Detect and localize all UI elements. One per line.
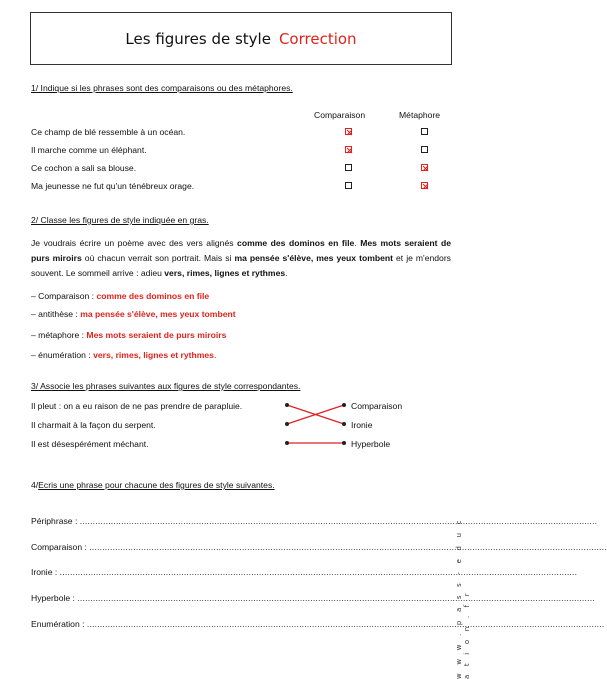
answer-label: – énumération : — [31, 350, 94, 360]
match-dot-right-3[interactable] — [342, 441, 346, 445]
sentence-2: Il marche comme un éléphant. — [31, 145, 147, 155]
match-right-ironie: Ironie — [351, 420, 373, 430]
checkbox-comparaison-3[interactable] — [345, 164, 352, 171]
para-text-5: . — [285, 268, 288, 278]
checkbox-comparaison-4[interactable] — [345, 182, 352, 189]
match-dot-right-1[interactable] — [342, 403, 346, 407]
writing-line-label: Comparaison : — [31, 542, 90, 552]
column-header-comparaison: Comparaison — [314, 110, 366, 120]
writing-line-label: Hyperbole : — [31, 593, 78, 603]
writing-line-enumeration[interactable]: Enumération : ........................................................................................................................................................................................................ — [31, 619, 605, 629]
match-left-2: Il charmait à la façon du serpent. — [31, 420, 156, 430]
answer-comparaison — [31, 291, 209, 301]
correction-label: Correction — [278, 29, 357, 48]
sentence-1: Ce champ de blé ressemble à un océan. — [31, 127, 186, 137]
match-left-1: Il pleut : on a eu raison de ne pas prendre de parapluie. — [31, 401, 243, 411]
writing-line-label: Périphrase : — [31, 516, 80, 526]
writing-line-label: Ironie : — [31, 567, 60, 577]
answer-metaphore — [31, 330, 226, 340]
checkbox-metaphore-1[interactable] — [421, 128, 428, 135]
checkbox-metaphore-3[interactable] — [421, 164, 428, 171]
checkbox-metaphore-4[interactable] — [421, 182, 428, 189]
para-bold-3: ma pensée s'élève, mes yeux tombent — [234, 253, 393, 263]
answer-label: – antithèse : — [31, 309, 81, 319]
column-header-metaphore: Métaphore — [399, 110, 441, 120]
section-2-title: 2/ Classe les figures de style indiquée en gras. — [31, 215, 209, 225]
match-dot-left-2[interactable] — [285, 422, 289, 426]
answer-value: vers, rimes, lignes et rythmes — [93, 350, 214, 360]
answer-value: comme des dominos en file — [96, 291, 210, 301]
section-3-title: 3/ Associe les phrases suivantes aux figures de style correspondantes. — [31, 381, 301, 391]
section-1-title: 1/ Indique si les phrases sont des comparaisons ou des métaphores. — [31, 83, 293, 93]
para-text-4: et je m'endors souvent. Le sommeil arrive : adieu — [31, 253, 451, 278]
page-title: Les figures de style — [125, 29, 271, 48]
answer-antithese — [31, 309, 236, 319]
answer-value: ma pensée s'élève, mes yeux tombent — [80, 309, 236, 319]
section-4-instruction: Ecris une phrase pour chacune des figures de style suivantes. — [38, 480, 275, 490]
answer-suffix: . — [213, 350, 217, 360]
para-bold-1: comme des dominos en file — [237, 238, 355, 248]
writing-line-ironie[interactable]: Ironie : ........................................................................................................................................................................................................ — [31, 567, 578, 577]
sentence-4: Ma jeunesse ne fut qu'un ténébreux orage. — [31, 181, 195, 191]
title-box — [30, 12, 452, 65]
match-dot-left-3[interactable] — [285, 441, 289, 445]
para-text-1: Je voudrais écrire un poème avec des vers alignés — [31, 238, 238, 248]
match-right-comparaison: Comparaison — [351, 401, 403, 411]
answer-label: – Comparaison : — [31, 291, 97, 301]
checkbox-comparaison-1[interactable] — [345, 128, 352, 135]
writing-line-comparaison[interactable]: Comparaison : ........................................................................................................................................................................................................ — [31, 542, 607, 552]
writing-line-hyperbole[interactable]: Hyperbole : ........................................................................................................................................................................................................ — [31, 593, 595, 603]
section-4-number: 4/ — [31, 480, 39, 490]
match-dot-left-1[interactable] — [285, 403, 289, 407]
checkbox-comparaison-2[interactable] — [345, 146, 352, 153]
match-dot-right-2[interactable] — [342, 422, 346, 426]
site-url-watermark: w w w . p a s s - e d u c a t i o n . f r — [455, 517, 471, 679]
para-bold-2: Mes mots seraient de purs miroirs — [31, 238, 452, 263]
checkbox-metaphore-2[interactable] — [421, 146, 428, 153]
writing-line-label: Enumération : — [31, 619, 87, 629]
match-left-3: Il est désespérément méchant. — [31, 439, 149, 449]
match-right-hyperbole: Hyperbole — [351, 439, 391, 449]
answer-enumeration — [31, 350, 216, 360]
answer-label: – métaphore : — [31, 330, 87, 340]
para-text-2: . — [354, 238, 361, 248]
answer-value: Mes mots seraient de purs miroirs — [86, 330, 227, 340]
writing-line-periphrase[interactable]: Périphrase : ........................................................................................................................................................................................................ — [31, 516, 598, 526]
section-4-title — [31, 480, 275, 490]
para-text-3: où chacun verrait son portrait. Mais si — [81, 253, 235, 263]
para-bold-4: vers, rimes, lignes et rythmes — [164, 268, 286, 278]
section-2-paragraph — [31, 236, 451, 281]
sentence-3: Ce cochon a sali sa blouse. — [31, 163, 137, 173]
